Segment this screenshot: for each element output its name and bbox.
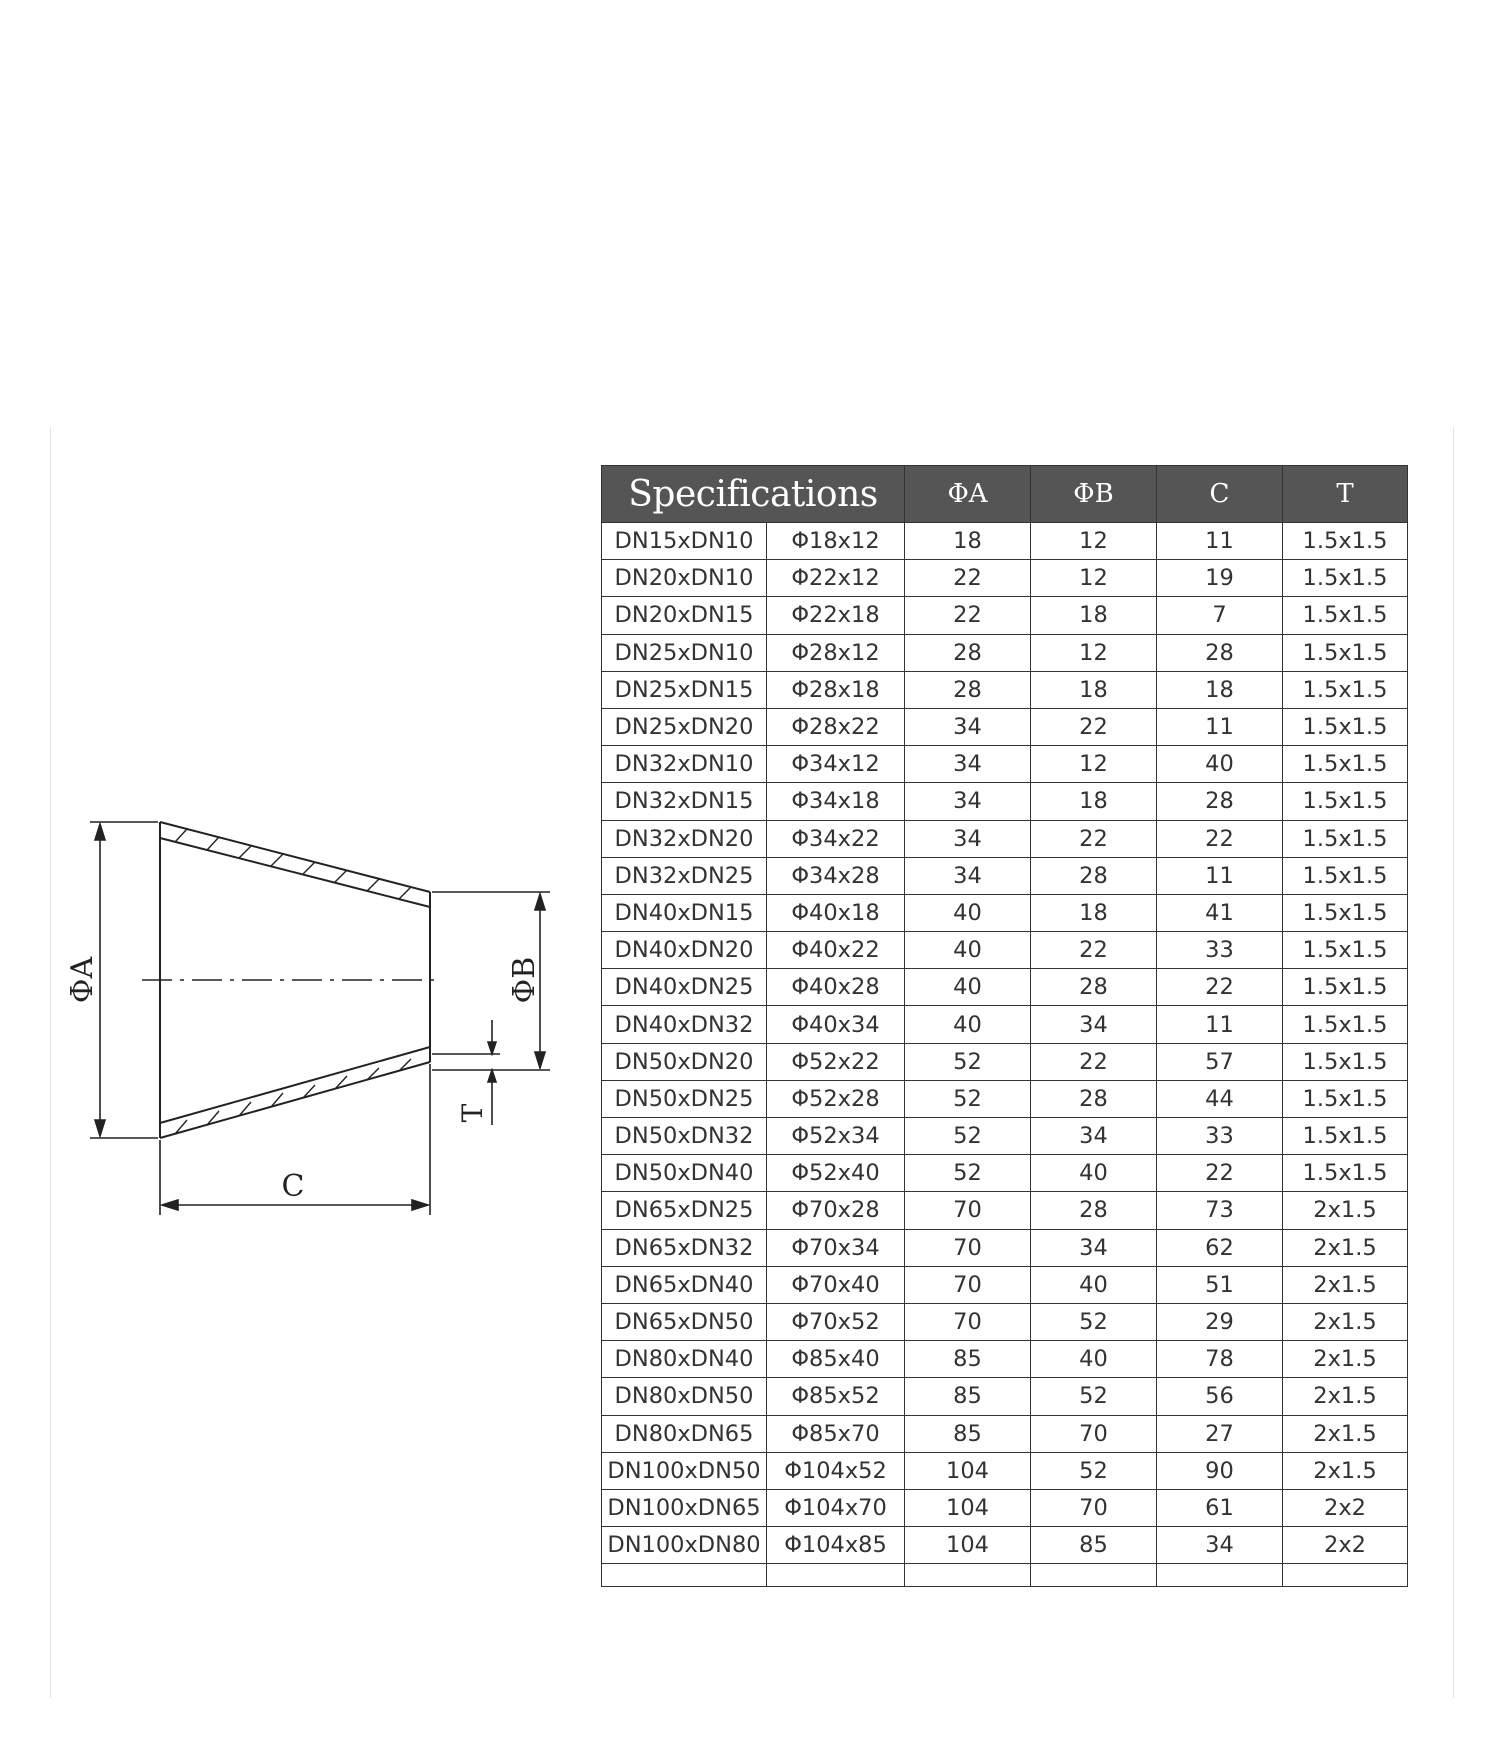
cell-tube-size: Φ70x52 [767, 1303, 905, 1340]
cell-phiB: 28 [1031, 1080, 1157, 1117]
cell-dn-size: DN65xDN40 [602, 1266, 767, 1303]
cell-dn-size: DN32xDN25 [602, 857, 767, 894]
cell-c: 90 [1157, 1452, 1283, 1489]
cell-t: 1.5x1.5 [1283, 857, 1408, 894]
cell-tube-size: Φ104x52 [767, 1452, 905, 1489]
cell-phiA: 22 [905, 560, 1031, 597]
cell-t: 1.5x1.5 [1283, 1118, 1408, 1155]
cell-t: 2x1.5 [1283, 1229, 1408, 1266]
cell-t: 2x1.5 [1283, 1303, 1408, 1340]
cell-phiA: 104 [905, 1489, 1031, 1526]
cell-phiA: 104 [905, 1527, 1031, 1564]
cell-phiB: 12 [1031, 746, 1157, 783]
cell-phiB: 22 [1031, 820, 1157, 857]
cell-c: 56 [1157, 1378, 1283, 1415]
cell-c: 11 [1157, 523, 1283, 560]
phiA-label: ΦA [65, 956, 100, 1004]
table-row [602, 1043, 1408, 1080]
cell-t: 1.5x1.5 [1283, 597, 1408, 634]
cell-t: 1.5x1.5 [1283, 708, 1408, 745]
cell-phiA: 70 [905, 1303, 1031, 1340]
cell-t: 2x1.5 [1283, 1192, 1408, 1229]
cell-dn-size: DN32xDN10 [602, 746, 767, 783]
cell-dn-size: DN100xDN65 [602, 1489, 767, 1526]
cell-phiA: 70 [905, 1229, 1031, 1266]
table-row [602, 1378, 1408, 1415]
empty-cell [767, 1564, 905, 1587]
cell-dn-size: DN50xDN40 [602, 1155, 767, 1192]
cell-dn-size: DN65xDN50 [602, 1303, 767, 1340]
cell-phiB: 40 [1031, 1155, 1157, 1192]
cell-c: 28 [1157, 783, 1283, 820]
table-row [602, 1080, 1408, 1117]
cell-tube-size: Φ40x34 [767, 1006, 905, 1043]
cell-phiA: 34 [905, 746, 1031, 783]
table-row [602, 894, 1408, 931]
cell-phiA: 28 [905, 634, 1031, 671]
cell-tube-size: Φ18x12 [767, 523, 905, 560]
cell-t: 2x1.5 [1283, 1415, 1408, 1452]
cell-tube-size: Φ52x28 [767, 1080, 905, 1117]
cell-c: 33 [1157, 1118, 1283, 1155]
cell-phiB: 12 [1031, 634, 1157, 671]
cell-t: 2x1.5 [1283, 1341, 1408, 1378]
cell-phiB: 18 [1031, 671, 1157, 708]
cell-tube-size: Φ40x22 [767, 932, 905, 969]
cell-c: 34 [1157, 1527, 1283, 1564]
table-row [602, 560, 1408, 597]
cell-t: 1.5x1.5 [1283, 671, 1408, 708]
cell-tube-size: Φ104x70 [767, 1489, 905, 1526]
cell-c: 73 [1157, 1192, 1283, 1229]
cell-dn-size: DN50xDN20 [602, 1043, 767, 1080]
header-specifications: Specifications [602, 466, 905, 523]
table-body [602, 523, 1408, 1587]
table-row [602, 1266, 1408, 1303]
cell-tube-size: Φ28x22 [767, 708, 905, 745]
table-row [602, 1527, 1408, 1564]
t-label: T [456, 1103, 489, 1123]
cell-t: 1.5x1.5 [1283, 1006, 1408, 1043]
cell-c: 28 [1157, 634, 1283, 671]
table-row [602, 969, 1408, 1006]
cell-dn-size: DN80xDN40 [602, 1341, 767, 1378]
cell-c: 19 [1157, 560, 1283, 597]
cell-phiB: 22 [1031, 1043, 1157, 1080]
empty-cell [1031, 1564, 1157, 1587]
cell-phiB: 28 [1031, 969, 1157, 1006]
cell-tube-size: Φ34x18 [767, 783, 905, 820]
table-row [602, 932, 1408, 969]
cell-phiA: 52 [905, 1155, 1031, 1192]
cell-phiB: 40 [1031, 1266, 1157, 1303]
cell-phiA: 34 [905, 820, 1031, 857]
cell-phiB: 70 [1031, 1489, 1157, 1526]
cone-outer-bottom [160, 1062, 430, 1138]
cell-phiA: 70 [905, 1266, 1031, 1303]
cell-phiA: 18 [905, 523, 1031, 560]
cell-t: 1.5x1.5 [1283, 820, 1408, 857]
cell-tube-size: Φ52x40 [767, 1155, 905, 1192]
cell-t: 1.5x1.5 [1283, 783, 1408, 820]
cell-t: 1.5x1.5 [1283, 1080, 1408, 1117]
cell-tube-size: Φ34x22 [767, 820, 905, 857]
table-row [602, 783, 1408, 820]
table-row [602, 746, 1408, 783]
cell-dn-size: DN50xDN32 [602, 1118, 767, 1155]
cell-c: 11 [1157, 708, 1283, 745]
cell-c: 57 [1157, 1043, 1283, 1080]
cell-dn-size: DN40xDN20 [602, 932, 767, 969]
specifications-table [601, 465, 1408, 1587]
cell-dn-size: DN80xDN65 [602, 1415, 767, 1452]
cell-dn-size: DN32xDN20 [602, 820, 767, 857]
table-row [602, 597, 1408, 634]
table-row [602, 708, 1408, 745]
cell-phiA: 40 [905, 932, 1031, 969]
cell-phiA: 40 [905, 1006, 1031, 1043]
cell-c: 78 [1157, 1341, 1283, 1378]
cell-c: 62 [1157, 1229, 1283, 1266]
cell-dn-size: DN25xDN15 [602, 671, 767, 708]
cell-c: 22 [1157, 1155, 1283, 1192]
cell-phiA: 85 [905, 1341, 1031, 1378]
cell-t: 1.5x1.5 [1283, 1155, 1408, 1192]
cell-phiA: 40 [905, 894, 1031, 931]
cell-dn-size: DN25xDN10 [602, 634, 767, 671]
cell-t: 1.5x1.5 [1283, 932, 1408, 969]
cell-phiA: 40 [905, 969, 1031, 1006]
cell-c: 22 [1157, 969, 1283, 1006]
empty-cell [1157, 1564, 1283, 1587]
cell-c: 7 [1157, 597, 1283, 634]
cell-phiA: 52 [905, 1118, 1031, 1155]
cell-t: 2x1.5 [1283, 1452, 1408, 1489]
cell-phiB: 22 [1031, 932, 1157, 969]
cell-c: 51 [1157, 1266, 1283, 1303]
cell-tube-size: Φ34x12 [767, 746, 905, 783]
cell-phiA: 34 [905, 708, 1031, 745]
cell-phiA: 28 [905, 671, 1031, 708]
cell-dn-size: DN25xDN20 [602, 708, 767, 745]
header-phiB: ΦB [1031, 466, 1157, 523]
cell-dn-size: DN80xDN50 [602, 1378, 767, 1415]
wall-hatching [175, 829, 411, 1134]
cell-tube-size: Φ34x28 [767, 857, 905, 894]
frame-line-right [1453, 428, 1454, 1698]
cell-t: 2x2 [1283, 1527, 1408, 1564]
reducer-drawing [50, 780, 570, 1240]
cell-phiA: 22 [905, 597, 1031, 634]
cell-dn-size: DN65xDN32 [602, 1229, 767, 1266]
table-row [602, 1303, 1408, 1340]
cell-t: 1.5x1.5 [1283, 523, 1408, 560]
empty-cell [602, 1564, 767, 1587]
table-row [602, 523, 1408, 560]
cell-tube-size: Φ85x52 [767, 1378, 905, 1415]
cell-t: 1.5x1.5 [1283, 746, 1408, 783]
cell-phiB: 28 [1031, 857, 1157, 894]
cell-tube-size: Φ22x12 [767, 560, 905, 597]
cell-phiB: 34 [1031, 1229, 1157, 1266]
cell-tube-size: Φ85x40 [767, 1341, 905, 1378]
cell-c: 40 [1157, 746, 1283, 783]
cell-tube-size: Φ70x40 [767, 1266, 905, 1303]
cell-phiA: 52 [905, 1043, 1031, 1080]
cell-phiA: 104 [905, 1452, 1031, 1489]
empty-cell [905, 1564, 1031, 1587]
table-row [602, 1415, 1408, 1452]
cell-phiA: 70 [905, 1192, 1031, 1229]
cell-phiB: 18 [1031, 894, 1157, 931]
cone-inner-bottom [160, 1047, 430, 1123]
cell-c: 11 [1157, 1006, 1283, 1043]
cell-phiA: 85 [905, 1378, 1031, 1415]
cell-phiA: 52 [905, 1080, 1031, 1117]
header-t: T [1283, 466, 1408, 523]
cell-phiB: 85 [1031, 1527, 1157, 1564]
cell-dn-size: DN20xDN10 [602, 560, 767, 597]
table-header-row [602, 466, 1408, 523]
cell-c: 44 [1157, 1080, 1283, 1117]
cell-t: 1.5x1.5 [1283, 894, 1408, 931]
table-row [602, 671, 1408, 708]
header-phiA: ΦA [905, 466, 1031, 523]
cell-dn-size: DN32xDN15 [602, 783, 767, 820]
cell-tube-size: Φ52x34 [767, 1118, 905, 1155]
header-c: C [1157, 466, 1283, 523]
cell-dn-size: DN15xDN10 [602, 523, 767, 560]
table-row [602, 820, 1408, 857]
table-row [602, 857, 1408, 894]
cell-tube-size: Φ52x22 [767, 1043, 905, 1080]
table-row [602, 1341, 1408, 1378]
cell-tube-size: Φ40x18 [767, 894, 905, 931]
cell-c: 22 [1157, 820, 1283, 857]
cell-c: 61 [1157, 1489, 1283, 1526]
cell-dn-size: DN40xDN15 [602, 894, 767, 931]
cell-t: 2x1.5 [1283, 1378, 1408, 1415]
table-row [602, 1489, 1408, 1526]
cell-t: 1.5x1.5 [1283, 1043, 1408, 1080]
table-row [602, 1155, 1408, 1192]
cell-c: 27 [1157, 1415, 1283, 1452]
cell-c: 41 [1157, 894, 1283, 931]
cell-t: 2x2 [1283, 1489, 1408, 1526]
cell-t: 2x1.5 [1283, 1266, 1408, 1303]
cell-phiA: 34 [905, 783, 1031, 820]
table-row-empty [602, 1564, 1408, 1587]
cell-dn-size: DN65xDN25 [602, 1192, 767, 1229]
cell-phiB: 52 [1031, 1303, 1157, 1340]
cell-c: 18 [1157, 671, 1283, 708]
table-row [602, 634, 1408, 671]
cell-tube-size: Φ22x18 [767, 597, 905, 634]
table-row [602, 1192, 1408, 1229]
table-row [602, 1229, 1408, 1266]
cell-phiB: 34 [1031, 1118, 1157, 1155]
cell-dn-size: DN100xDN80 [602, 1527, 767, 1564]
cell-tube-size: Φ70x28 [767, 1192, 905, 1229]
cell-phiA: 85 [905, 1415, 1031, 1452]
cell-phiB: 12 [1031, 560, 1157, 597]
cell-phiB: 28 [1031, 1192, 1157, 1229]
cell-dn-size: DN100xDN50 [602, 1452, 767, 1489]
cell-phiB: 70 [1031, 1415, 1157, 1452]
cell-phiB: 18 [1031, 783, 1157, 820]
cell-c: 29 [1157, 1303, 1283, 1340]
cell-phiB: 34 [1031, 1006, 1157, 1043]
cell-c: 11 [1157, 857, 1283, 894]
table-row [602, 1006, 1408, 1043]
cell-tube-size: Φ104x85 [767, 1527, 905, 1564]
cell-tube-size: Φ70x34 [767, 1229, 905, 1266]
cell-dn-size: DN20xDN15 [602, 597, 767, 634]
cell-tube-size: Φ28x12 [767, 634, 905, 671]
cell-t: 1.5x1.5 [1283, 560, 1408, 597]
cell-phiB: 12 [1031, 523, 1157, 560]
c-label: C [281, 1169, 305, 1204]
cell-phiB: 40 [1031, 1341, 1157, 1378]
cell-tube-size: Φ85x70 [767, 1415, 905, 1452]
cell-tube-size: Φ40x28 [767, 969, 905, 1006]
cell-c: 33 [1157, 932, 1283, 969]
cell-dn-size: DN40xDN25 [602, 969, 767, 1006]
cell-dn-size: DN40xDN32 [602, 1006, 767, 1043]
table-row [602, 1452, 1408, 1489]
cell-phiA: 34 [905, 857, 1031, 894]
cone-inner-top [160, 838, 430, 907]
empty-cell [1283, 1564, 1408, 1587]
table-row [602, 1118, 1408, 1155]
phiB-label: ΦB [507, 956, 542, 1004]
cell-phiB: 52 [1031, 1378, 1157, 1415]
cell-t: 1.5x1.5 [1283, 969, 1408, 1006]
cell-t: 1.5x1.5 [1283, 634, 1408, 671]
cell-phiB: 52 [1031, 1452, 1157, 1489]
cell-phiB: 18 [1031, 597, 1157, 634]
cone-outer-top [160, 822, 430, 892]
cell-phiB: 22 [1031, 708, 1157, 745]
cell-dn-size: DN50xDN25 [602, 1080, 767, 1117]
cell-tube-size: Φ28x18 [767, 671, 905, 708]
